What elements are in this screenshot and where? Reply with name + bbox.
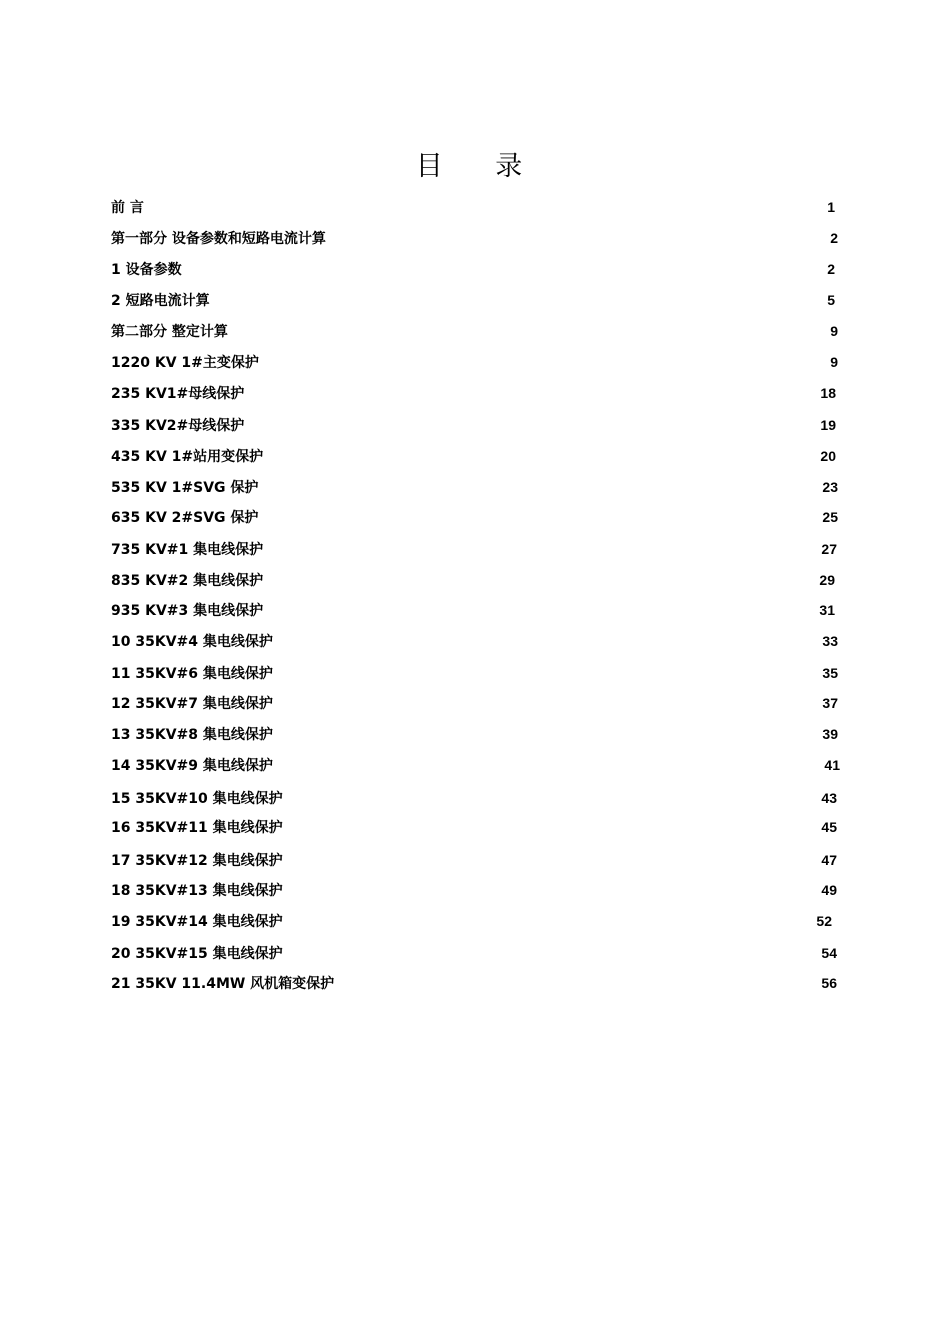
toc-leader-dots	[269, 599, 815, 621]
toc-entry-page: 43	[821, 790, 837, 806]
toc-entry-page: 54	[821, 945, 837, 961]
toc-entry[interactable]	[111, 227, 838, 249]
toc-leader-dots	[264, 476, 818, 498]
toc-entry[interactable]	[111, 258, 835, 280]
toc-entry[interactable]	[111, 289, 835, 311]
toc-entry-label: 10 35KV#4 集电线保护	[111, 634, 273, 650]
toc-entry-page: 41	[824, 757, 840, 773]
toc-entry-label: 19 35KV#14 集电线保护	[111, 914, 283, 930]
toc-leader-dots	[289, 942, 818, 964]
toc-entry-label: 435 KV 1#站用变保护	[111, 449, 264, 465]
toc-entry[interactable]	[111, 382, 836, 404]
toc-entry-label: 20 35KV#15 集电线保护	[111, 946, 283, 962]
toc-entry-label: 1 设备参数	[111, 262, 182, 278]
toc-entry-label: 第一部分 设备参数和短路电流计算	[111, 231, 326, 247]
toc-entry-label: 935 KV#3 集电线保护	[111, 603, 264, 619]
toc-entry[interactable]	[111, 787, 837, 809]
toc-leader-dots	[340, 972, 817, 994]
toc-entry[interactable]	[111, 879, 837, 901]
toc-entry-label: 635 KV 2#SVG 保护	[111, 510, 259, 526]
toc-leader-dots	[265, 351, 826, 373]
toc-leader-dots	[264, 506, 818, 528]
toc-entry[interactable]	[111, 662, 838, 684]
toc-entry-page: 19	[820, 417, 836, 433]
toc-entry-page: 45	[821, 819, 837, 835]
toc-leader-dots	[279, 723, 819, 745]
toc-entry-label: 12 35KV#7 集电线保护	[111, 696, 273, 712]
toc-entry[interactable]	[111, 630, 838, 652]
toc-entry[interactable]	[111, 942, 837, 964]
toc-entry-page: 33	[822, 633, 838, 649]
toc-entry[interactable]	[111, 754, 840, 776]
toc-entry[interactable]	[111, 972, 837, 994]
toc-entry-label: 14 35KV#9 集电线保护	[111, 758, 273, 774]
toc-entry-page: 2	[827, 261, 835, 277]
toc-entry[interactable]	[111, 849, 837, 871]
toc-entry-label: 2 短路电流计算	[111, 293, 210, 309]
toc-entry-page: 25	[822, 509, 838, 525]
toc-entry-page: 47	[821, 852, 837, 868]
toc-entry[interactable]	[111, 723, 838, 745]
toc-entry-label: 535 KV 1#SVG 保护	[111, 480, 259, 496]
toc-entry-page: 56	[821, 975, 837, 991]
toc-entry-page: 9	[830, 323, 838, 339]
toc-entry-label: 21 35KV 11.4MW 风机箱变保护	[111, 976, 335, 992]
toc-entry[interactable]	[111, 569, 835, 591]
toc-entry-label: 1220 KV 1#主变保护	[111, 355, 259, 371]
toc-entry[interactable]	[111, 538, 837, 560]
toc-entry-page: 29	[819, 572, 835, 588]
toc-entry[interactable]	[111, 506, 838, 528]
toc-entry-label: 18 35KV#13 集电线保护	[111, 883, 283, 899]
toc-leader-dots	[234, 320, 826, 342]
toc-entry-page: 5	[827, 292, 835, 308]
toc-entry-page: 52	[816, 913, 832, 929]
toc-entry-label: 前 言	[111, 200, 144, 216]
toc-leader-dots	[289, 849, 818, 871]
toc-leader-dots	[289, 816, 818, 838]
toc-entry-page: 20	[820, 448, 836, 464]
toc-entry[interactable]	[111, 692, 838, 714]
toc-leader-dots	[289, 787, 818, 809]
toc-entry-label: 835 KV#2 集电线保护	[111, 573, 264, 589]
toc-entry[interactable]	[111, 320, 838, 342]
toc-leader-dots	[250, 414, 816, 436]
toc-entry-page: 1	[827, 199, 835, 215]
toc-entry-label: 15 35KV#10 集电线保护	[111, 791, 283, 807]
toc-entry-label: 13 35KV#8 集电线保护	[111, 727, 273, 743]
toc-leader-dots	[269, 445, 816, 467]
toc-leader-dots	[269, 538, 817, 560]
toc-entry[interactable]	[111, 445, 836, 467]
toc-leader-dots	[279, 754, 821, 776]
toc-entry-page: 39	[822, 726, 838, 742]
toc-entry-page: 37	[822, 695, 838, 711]
toc-leader-dots	[289, 879, 818, 901]
toc-leader-dots	[289, 910, 813, 932]
toc-entry-label: 235 KV1#母线保护	[111, 386, 245, 402]
toc-leader-dots	[279, 662, 819, 684]
toc-entry-label: 16 35KV#11 集电线保护	[111, 820, 283, 836]
toc-entry-page: 18	[820, 385, 836, 401]
toc-entry[interactable]	[111, 196, 835, 218]
toc-entry-page: 27	[821, 541, 837, 557]
toc-leader-dots	[279, 692, 819, 714]
toc-leader-dots	[279, 630, 819, 652]
toc-entry-page: 2	[830, 230, 838, 246]
toc-entry-page: 49	[821, 882, 837, 898]
toc-entry-page: 31	[819, 602, 835, 618]
toc-entry-label: 17 35KV#12 集电线保护	[111, 853, 283, 869]
toc-leader-dots	[250, 382, 816, 404]
page-title: 目 录	[415, 151, 545, 182]
toc-leader-dots	[188, 258, 824, 280]
toc-entry[interactable]	[111, 910, 832, 932]
toc-entry[interactable]	[111, 476, 838, 498]
toc-leader-dots	[332, 227, 826, 249]
toc-leader-dots	[269, 569, 815, 591]
toc-entry-label: 第二部分 整定计算	[111, 324, 228, 340]
toc-leader-dots	[216, 289, 824, 311]
toc-entry[interactable]	[111, 351, 838, 373]
toc-entry[interactable]	[111, 414, 836, 436]
toc-entry-label: 335 KV2#母线保护	[111, 418, 245, 434]
toc-entry[interactable]	[111, 599, 835, 621]
toc-entry-page: 9	[830, 354, 838, 370]
toc-entry-page: 35	[822, 665, 838, 681]
toc-entry[interactable]	[111, 816, 837, 838]
toc-leader-dots	[150, 196, 823, 218]
toc-entry-page: 23	[822, 479, 838, 495]
toc-entry-label: 11 35KV#6 集电线保护	[111, 666, 273, 682]
toc-entry-label: 735 KV#1 集电线保护	[111, 542, 264, 558]
